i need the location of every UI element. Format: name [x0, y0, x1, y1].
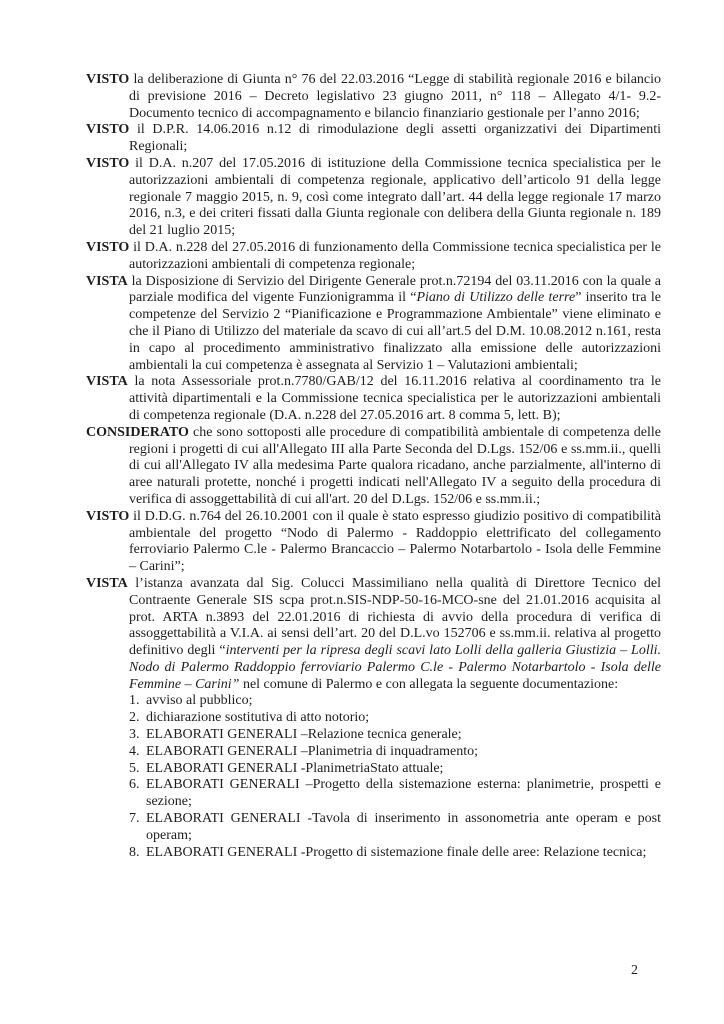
clause-text-italic: Piano di Utilizzo delle terre [416, 290, 576, 306]
item-number: 8. [129, 844, 140, 860]
item-number: 4. [129, 743, 140, 759]
item-text: dichiarazione sostitutiva di atto notorio; [146, 710, 370, 726]
clause-vista-5 [86, 274, 661, 375]
item-number: 3. [129, 727, 140, 743]
item-number: 7. [129, 811, 140, 827]
clause-text: ” inserito tra le competenze del Servizio 2 “Pianificazione e Programmazione Ambientale” viene eliminato e che il Piano di Utilizzo del materiale da scavo di cui all’art.5 del D.M. 10.08.2012 n.161, resta in capo al procedimento amministrativo finalizzato alla emissione delle autorizzazioni ambientali la cui competenza è assegnata al Servizio 1 – Valutazioni ambientali; [129, 290, 661, 373]
clause-label: VISTA [86, 374, 128, 390]
attachment-list-item [129, 761, 661, 778]
item-text: ELABORATI GENERALI -Tavola di inserimento in assonometria ante operam e post operam; [146, 811, 661, 843]
clause-label: VISTO [86, 155, 130, 171]
clause-vista-6 [86, 374, 661, 424]
attachment-list-item [129, 727, 661, 744]
clause-text: la nota Assessoriale prot.n.7780/GAB/12 del 16.11.2016 relativa al coordinamento tra le attività dipartimentali e la Commissione tecnica specialistica per le autorizzazioni ambientali di competenza regionale (D.A. n.228 del 27.05.2016 art. 8 comma 5, lett. B); [129, 374, 662, 423]
clause-label: VISTO [86, 508, 130, 524]
clause-considerato-7 [86, 425, 661, 509]
item-text: ELABORATI GENERALI –Relazione tecnica generale; [146, 727, 462, 743]
item-text: ELABORATI GENERALI -Progetto di sistemazione finale delle aree: Relazione tecnica; [146, 844, 647, 860]
attachment-list-item [129, 744, 661, 761]
page-number: 2 [631, 963, 638, 978]
clause-visto-3 [86, 156, 661, 240]
item-number: 5. [129, 760, 140, 776]
decree-document-body [86, 72, 661, 861]
clause-label: VISTO [86, 122, 130, 138]
clause-visto-2 [86, 122, 661, 156]
attachment-list-item [129, 693, 661, 710]
clause-label: VISTA [86, 273, 128, 289]
attachment-list-item [129, 845, 661, 862]
item-text: ELABORATI GENERALI –Planimetria di inquadramento; [146, 743, 479, 759]
attachment-list-item [129, 777, 661, 811]
clause-text: il D.P.R. 14.06.2016 n.12 di rimodulazione degli assetti organizzativi dei Dipartimenti Regionali; [129, 122, 661, 155]
clause-text: il D.A. n.207 del 17.05.2016 di istituzione della Commissione tecnica specialistica per le autorizzazioni ambientali di competenza regionale, applicativo dell’articolo 91 della legge regionale 7 maggio 2015, n. 9, così come integrato dall’art. 44 della legge regionale 17 marzo 2016, n.3, e dei criteri fissati dalla Giunta regionale con delibera della Giunta regionale n. 189 del 21 luglio 2015; [129, 155, 662, 239]
clause-label: VISTO [86, 239, 130, 255]
clause-text-italic: interventi per la ripresa degli scavi lato Lolli della galleria Giustizia – Lolli. Nodo di Palermo Raddoppio ferroviario Palermo C.le - Palermo Notarbartolo - Isola delle Femmine – Carini” [129, 643, 661, 692]
item-text: avviso al pubblico; [146, 693, 253, 709]
clause-text: l’istanza avanzata dal Sig. Colucci Massimiliano nella qualità di Direttore Tecnico del Contraente Generale SIS scpa prot.n.SIS-NDP-50-16-MCO-sne del 21.01.2016 acquisita al prot. ARTA n.3893 del 22.01.2016 di richiesta di avvio della procedura di verifica di assoggettabilità a V.I.A. ai sensi dell’art. 20 del D.L.vo 152706 e ss.mm.ii. relativa al progetto definitivo degli “ [129, 575, 662, 659]
clause-visto-4 [86, 240, 661, 274]
item-number: 6. [129, 777, 140, 793]
item-number: 2. [129, 710, 140, 726]
clause-text: che sono sottoposti alle procedure di compatibilità ambientale di competenza delle regioni i progetti di cui all'Allegato III alla Parte Seconda del D.Lgs. 152/06 e ss.mm.ii., quelli di cui all'Allegato IV alla medesima Parte qualora ricadano, anche parzialmente, all'interno di aree naturali protette, nonché i progetti indicati nell'Allegato IV a seguito della procedura di verifica di assoggettabilità di cui all'art. 20 del D.Lgs. 152/06 e ss.mm.ii.; [129, 424, 662, 507]
clause-visto-1 [86, 72, 661, 122]
clause-label: VISTO [86, 72, 130, 87]
item-text: ELABORATI GENERALI –Progetto della sistemazione esterna: planimetrie, prospetti e sezione; [146, 777, 661, 810]
attachment-list [129, 693, 661, 861]
item-number: 1. [129, 693, 140, 709]
clause-text: la deliberazione di Giunta n° 76 del 22.03.2016 “Legge di stabilità regionale 2016 e bilancio di previsione 2016 – Decreto legislativo 23 giugno 2011, n° 118 – Allegato 4/1- 9.2- Documento tecnico di accompagnamento e bilancio finanziario gestionale per l’anno 2016; [129, 72, 662, 121]
clause-text: il D.D.G. n.764 del 26.10.2001 con il quale è stato espresso giudizio positivo di compatibilità ambientale del progetto “Nodo di Palermo - Raddoppio elettrificato del collegamento ferroviario Palermo C.le - Palermo Brancaccio – Palermo Notarbartolo - Isola delle Femmine – Carini”; [129, 508, 662, 575]
clause-vista-9 [86, 576, 661, 694]
attachment-list-item [129, 811, 661, 845]
clause-text: la Disposizione di Servizio del Dirigente Generale prot.n.72194 del 03.11.2016 con la quale a parziale modifica del vigente Funzionigramma il “ [129, 273, 661, 306]
clause-text: nel comune di Palermo e con allegata la seguente documentazione: [239, 676, 619, 692]
clause-text: il D.A. n.228 del 27.05.2016 di funzionamento della Commissione tecnica specialistica per le autorizzazioni ambientali di competenza regionale; [129, 239, 661, 272]
clause-label: VISTA [86, 575, 128, 591]
item-text: ELABORATI GENERALI -PlanimetriaStato attuale; [146, 760, 444, 776]
clause-label: CONSIDERATO [86, 424, 189, 440]
attachment-list-item [129, 710, 661, 727]
clause-visto-8 [86, 509, 661, 576]
